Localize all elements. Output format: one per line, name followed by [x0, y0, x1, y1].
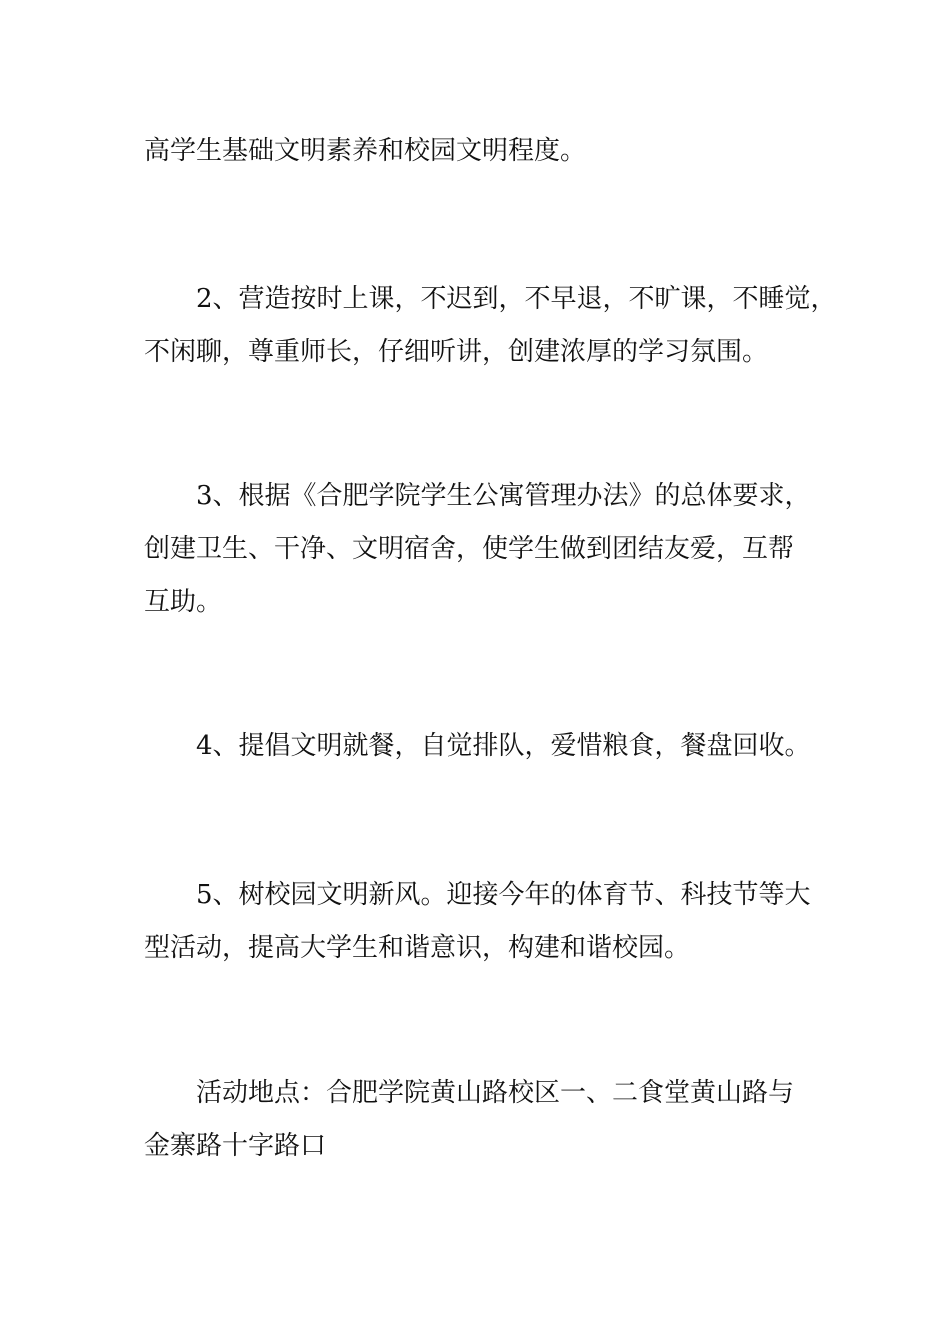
paragraph-location [144, 1067, 816, 1173]
paragraph-line: 2、营造按时上课，不迟到，不早退，不旷课，不睡觉， [196, 284, 837, 314]
paragraph-continuation [144, 125, 816, 178]
paragraph-line: 互助。 [144, 587, 223, 617]
paragraph-line: 型活动，提高大学生和谐意识，构建和谐校园。 [144, 933, 691, 963]
paragraph-item-3 [144, 470, 816, 629]
paragraph-line: 5、树校园文明新风。迎接今年的体育节、科技节等大 [196, 880, 811, 910]
paragraph-line: 不闲聊，尊重师长，仔细听讲，创建浓厚的学习氛围。 [144, 337, 769, 367]
paragraph-item-4 [144, 720, 816, 773]
paragraph-line: 3、根据《合肥学院学生公寓管理办法》的总体要求， [196, 481, 811, 511]
paragraph-item-2 [144, 273, 837, 379]
paragraph-item-5 [144, 869, 816, 975]
paragraph-line: 高学生基础文明素养和校园文明程度。 [144, 136, 587, 166]
paragraph-line: 金寨路十字路口 [144, 1131, 327, 1161]
paragraph-line: 创建卫生、干净、文明宿舍，使学生做到团结友爱，互帮 [144, 534, 795, 564]
paragraph-line: 活动地点：合肥学院黄山路校区一、二食堂黄山路与 [196, 1078, 795, 1108]
paragraph-line: 4、提倡文明就餐，自觉排队，爱惜粮食，餐盘回收。 [196, 731, 811, 761]
